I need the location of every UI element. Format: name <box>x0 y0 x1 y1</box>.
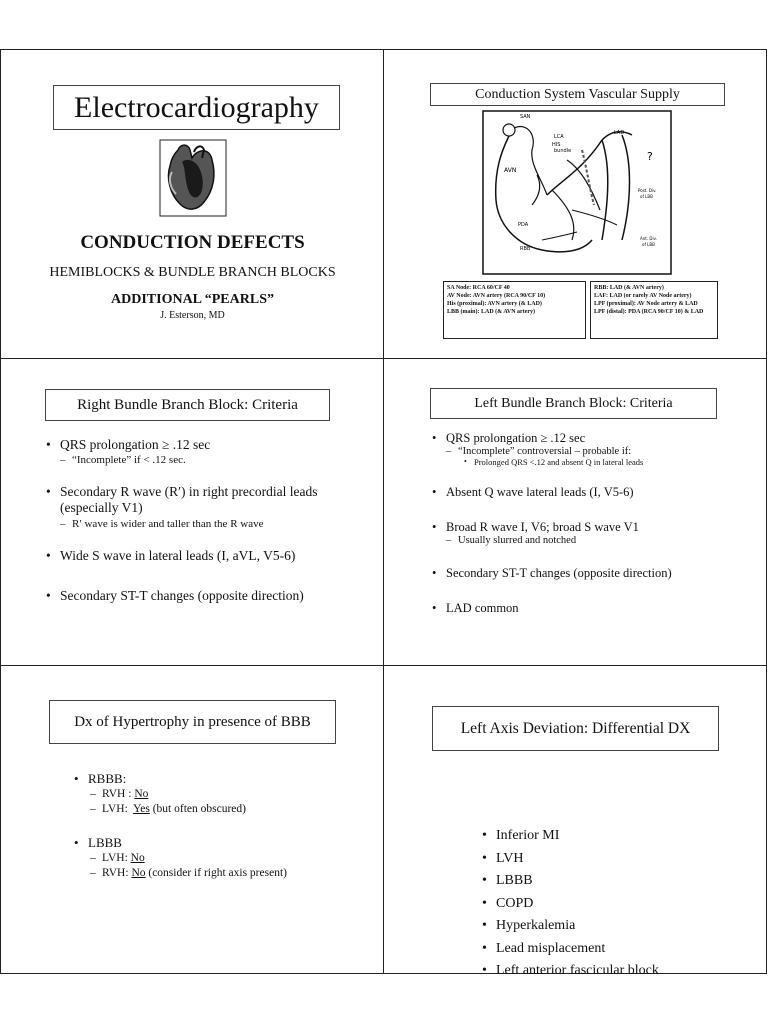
bullet-text: QRS prolongation ≥ .12 sec <box>446 431 586 445</box>
legend-left-row: SA Node: RCA 60/CF 40 <box>447 285 510 291</box>
lvh-note: (but often obscured) <box>149 803 246 815</box>
sub-bullet-text: Usually slurred and notched <box>458 535 577 546</box>
legend-right <box>590 281 718 339</box>
slide-3 <box>1 359 384 666</box>
sub-bullet <box>60 518 366 530</box>
sub-bullet-text: “Incomplete” controversial – probable if: <box>458 446 632 457</box>
label-ant: Ant. Div. <box>640 236 657 241</box>
lvh-label: LVH: <box>102 803 134 815</box>
slide-2-title: Conduction System Vascular Supply <box>475 87 680 102</box>
bullet-text: LAD common <box>446 601 519 615</box>
bullet-text: Secondary R wave (R′) in right precordial leads (especially V1) <box>60 484 318 515</box>
sub-bullet <box>446 535 752 546</box>
bullet-text: Broad R wave I, V6; broad S wave V1 <box>446 520 639 534</box>
bullet-text: LBBB <box>496 873 533 888</box>
slide-6-bullets <box>482 825 742 983</box>
label-his: HIS <box>552 142 561 148</box>
bullet <box>46 548 366 564</box>
sub-bullet <box>90 803 374 815</box>
sub-bullet <box>90 788 374 800</box>
legend-right-row: RBB: LAD (& AVN artery) <box>594 285 664 291</box>
rvh-note: (consider if right axis present) <box>145 867 287 879</box>
rvh-label: RVH : <box>102 788 135 800</box>
bullet-text: Secondary ST-T changes (opposite direction) <box>446 566 672 580</box>
slide-3-title-box <box>45 389 330 421</box>
bullet-text: QRS prolongation ≥ .12 sec <box>60 437 211 452</box>
bullet-text: LBBB <box>88 835 122 850</box>
label-question: ? <box>647 150 653 163</box>
label-lca: LCA <box>554 134 564 140</box>
bullet-text: Wide S wave in lateral leads (I, aVL, V5-6) <box>60 548 296 563</box>
slide-4 <box>384 359 766 666</box>
bullet <box>46 588 366 604</box>
slide-5-bullets <box>74 771 374 879</box>
label-bundle: bundle <box>554 148 572 154</box>
bullet-text: Inferior MI <box>496 828 560 843</box>
bullet-text: LVH <box>496 850 524 866</box>
sub-bullet <box>90 867 374 879</box>
conduction-system-diagram <box>482 110 672 275</box>
slide-1-title: Electrocardiography <box>74 91 319 124</box>
slide-4-bullets <box>432 431 752 616</box>
bullet-text: Secondary ST-T changes (opposite direction) <box>60 588 304 603</box>
sub-bullet <box>446 446 752 457</box>
bullet <box>482 960 742 983</box>
bullet <box>74 835 374 851</box>
sub-bullet-text: R′ wave is wider and taller than the R wave <box>72 518 264 530</box>
sub-bullet-text: “Incomplete” if < .12 sec. <box>72 454 186 466</box>
bullet <box>432 566 752 581</box>
legend-right-row: LPF (proximal): AV Node artery & LAD <box>594 301 698 307</box>
slide-3-bullets <box>46 437 366 604</box>
slide-1 <box>1 50 384 359</box>
slide-5 <box>1 666 384 973</box>
sub-sub-bullet <box>464 457 752 467</box>
slide-5-title: Dx of Hypertrophy in presence of BBB <box>74 714 311 730</box>
bullet <box>74 771 374 787</box>
legend-right-row: LPF (distal): PDA (RCA 90/CF 10) & LAD <box>594 309 704 315</box>
legend-left <box>443 281 586 339</box>
lvh-value: Yes <box>133 803 150 815</box>
lvh-label: LVH: <box>102 852 131 864</box>
legend-right-row: LAF: LAD (or rarely AV Node artery) <box>594 293 692 299</box>
slide-4-title: Left Bundle Branch Block: Criteria <box>474 396 673 411</box>
slide-3-title: Right Bundle Branch Block: Criteria <box>77 397 298 413</box>
bullet-text: Left anterior fascicular block <box>496 963 659 978</box>
legend-left-row: AV Node: AVN artery (RCA 90/CF 10) <box>447 293 546 299</box>
sub-sub-bullet-text: Prolonged QRS <.12 and absent Q in lateral leads <box>474 457 644 467</box>
label-post-lbb: of LBB <box>640 194 653 199</box>
slide-5-title-box <box>49 700 336 744</box>
bullet <box>482 938 742 961</box>
bullet <box>432 485 752 500</box>
slide-2-title-box <box>430 83 725 106</box>
slide-1-heading: CONDUCTION DEFECTS <box>80 232 305 253</box>
slide-6-title: Left Axis Deviation: Differential DX <box>460 720 691 737</box>
lvh-value: No <box>130 852 145 864</box>
bullet-text: COPD <box>496 895 534 911</box>
slide-1-title-box <box>53 85 340 130</box>
legend-left-row: LBB (main): LAD (& AVN artery) <box>447 309 536 315</box>
bullet <box>432 431 752 446</box>
rvh-value: No <box>131 867 146 879</box>
bullet <box>432 520 752 535</box>
bullet <box>482 870 742 893</box>
bullet <box>46 484 366 516</box>
label-san: SAN <box>520 114 531 120</box>
label-rbb: RBB <box>520 246 531 252</box>
label-lad: LAD <box>614 130 625 136</box>
label-avn: AVN <box>504 167 517 174</box>
bullet <box>482 825 742 848</box>
sub-bullet <box>90 852 374 864</box>
sub-bullet <box>60 454 366 466</box>
label-ant-lbb: of LBB <box>642 242 655 247</box>
bullet <box>482 915 742 938</box>
slide-1-author: J. Esterson, MD <box>160 310 225 321</box>
bullet <box>482 848 742 871</box>
slide-4-title-box <box>430 388 717 419</box>
handout-grid <box>0 49 767 978</box>
bullet-text: RBBB: <box>88 771 127 786</box>
slide-1-pearls: ADDITIONAL “PEARLS” <box>111 292 274 307</box>
slide-6 <box>384 666 766 978</box>
label-pda: PDA <box>518 222 529 228</box>
rvh-label: RVH: <box>102 867 132 879</box>
rvh-value: No <box>134 788 149 800</box>
bullet <box>482 893 742 916</box>
legend-left-row: His (proximal): AVN artery (& LAD) <box>447 301 542 307</box>
label-post: Post. Div. <box>638 188 657 193</box>
bullet-text: Lead misplacement <box>496 940 606 956</box>
bullet-text: Hyperkalemia <box>496 918 576 933</box>
slide-6-title-box <box>432 706 719 751</box>
bullet <box>46 437 366 453</box>
bullet-text: Absent Q wave lateral leads (I, V5-6) <box>446 485 634 499</box>
slide-1-subheading: HEMIBLOCKS & BUNDLE BRANCH BLOCKS <box>49 265 336 280</box>
bullet <box>432 601 752 616</box>
heart-icon <box>158 138 228 218</box>
slide-2 <box>384 50 766 359</box>
